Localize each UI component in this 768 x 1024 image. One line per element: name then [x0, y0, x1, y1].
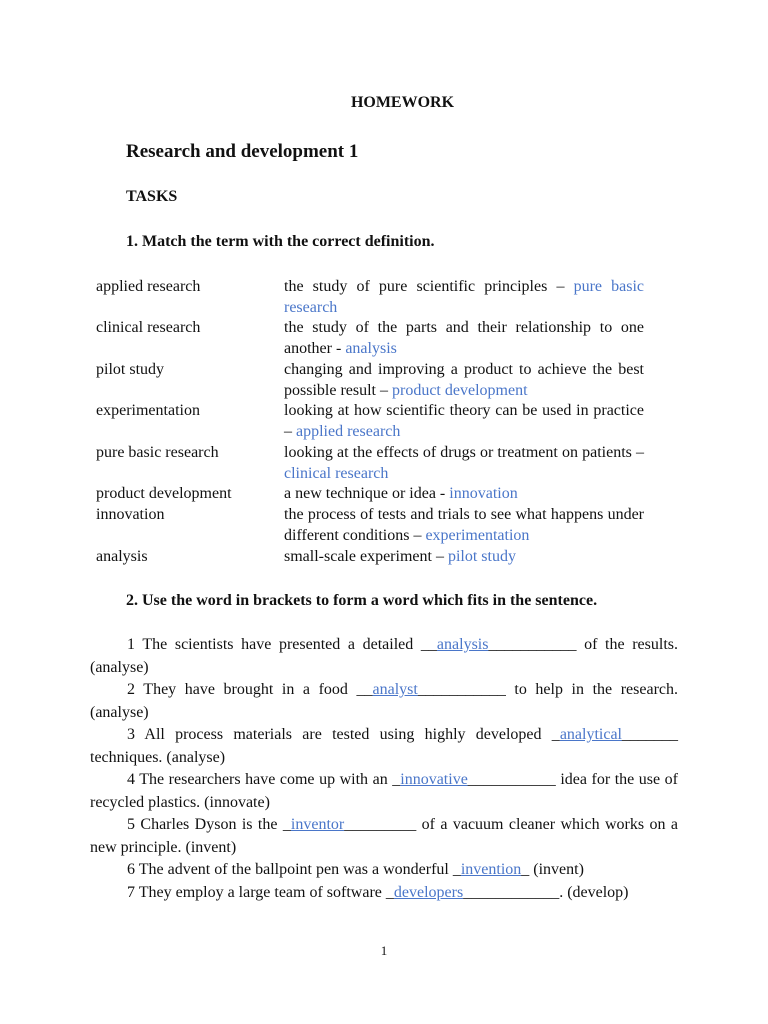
sentence-before: 7 They employ a large team of software _	[127, 883, 394, 901]
sentence-item	[90, 859, 678, 882]
definition-item	[284, 484, 644, 505]
definition-text: the study of pure scientific principles –	[284, 278, 574, 295]
definition-text: looking at how scientific theory can be used in practice –	[284, 402, 644, 440]
definition-item	[284, 401, 644, 442]
definition-text: a new technique or idea -	[284, 485, 450, 502]
definition-answer: analysis	[345, 339, 397, 357]
sentence-answer: analytical	[559, 726, 622, 743]
sentence-answer: innovative	[400, 771, 468, 788]
sentence-after: ___________ idea for the use of recycled plastics. (innovate)	[90, 771, 678, 811]
definition-item	[284, 443, 644, 484]
definition-text: the study of the parts and their relationship to one another -	[284, 319, 644, 357]
sentence-before: 3 All process materials are tested using highly developed _	[127, 726, 560, 743]
definition-item	[284, 360, 644, 401]
term-item: experimentation	[96, 402, 200, 419]
sentence-before: 6 The advent of the ballpoint pen was a wonderful _	[127, 861, 461, 878]
sentence-before: 4 The researchers have come up with an _	[127, 771, 401, 788]
definition-answer: applied research	[296, 422, 401, 440]
sentence-before: 2 They have brought in a food __	[127, 681, 373, 698]
tasks-label: TASKS	[126, 188, 178, 205]
task2-heading: 2. Use the word in brackets to form a word which fits in the sentence.	[126, 592, 598, 609]
definition-text: small-scale experiment –	[284, 548, 448, 565]
definition-answer: product development	[392, 381, 528, 399]
sentence-item	[90, 724, 678, 769]
definition-answer: pilot study	[447, 548, 516, 565]
sentence-before: 5 Charles Dyson is the _	[127, 816, 291, 833]
sentence-after: ____________. (develop)	[463, 883, 629, 901]
page-subtitle: Research and development 1	[126, 141, 359, 162]
sentence-item	[90, 882, 678, 905]
sentence-answer: analyst	[372, 681, 418, 698]
sentence-item	[90, 679, 678, 724]
term-item: clinical research	[96, 319, 201, 336]
sentence-answer: invention	[460, 861, 522, 878]
sentence-after: ___________ of the results. (analyse)	[90, 636, 679, 676]
sentence-item	[90, 634, 678, 679]
sentence-answer: analysis	[436, 636, 489, 653]
definition-text: the process of tests and trials to see what happens under different conditions –	[284, 506, 644, 544]
definition-item	[284, 318, 644, 359]
term-item: product development	[96, 485, 232, 502]
definition-answer: pure basic research	[284, 278, 644, 316]
sentence-item	[90, 814, 678, 859]
definition-answer: clinical research	[284, 464, 389, 482]
definition-item	[284, 277, 644, 318]
term-item: applied research	[96, 278, 201, 295]
term-item: analysis	[96, 548, 148, 565]
sentence-answer: inventor	[290, 816, 345, 833]
sentence-item	[90, 769, 678, 814]
definition-text: looking at the effects of drugs or treatment on patients –	[284, 444, 644, 461]
definition-item	[284, 547, 644, 568]
sentence-list	[90, 634, 678, 904]
sentence-after: _________ of a vacuum cleaner which works on a new principle. (invent)	[90, 816, 679, 856]
page-number: 1	[380, 943, 388, 958]
term-item: pure basic research	[96, 444, 219, 461]
sentence-after: ___________ to help in the research. (analyse)	[90, 681, 678, 721]
definition-answer: experimentation	[425, 526, 530, 544]
sentence-before: 1 The scientists have presented a detailed __	[127, 636, 437, 653]
definition-item	[284, 505, 644, 546]
task1-heading: 1. Match the term with the correct definition.	[126, 233, 435, 250]
term-item: innovation	[96, 506, 165, 523]
definition-text: changing and improving a product to achieve the best possible result –	[284, 361, 644, 399]
term-item: pilot study	[96, 361, 165, 378]
page-title: HOMEWORK	[350, 94, 455, 111]
definition-answer: innovation	[449, 485, 518, 502]
sentence-after: _ (invent)	[521, 861, 584, 878]
sentence-after: _______ techniques. (analyse)	[90, 726, 678, 766]
sentence-answer: developers	[393, 883, 464, 901]
